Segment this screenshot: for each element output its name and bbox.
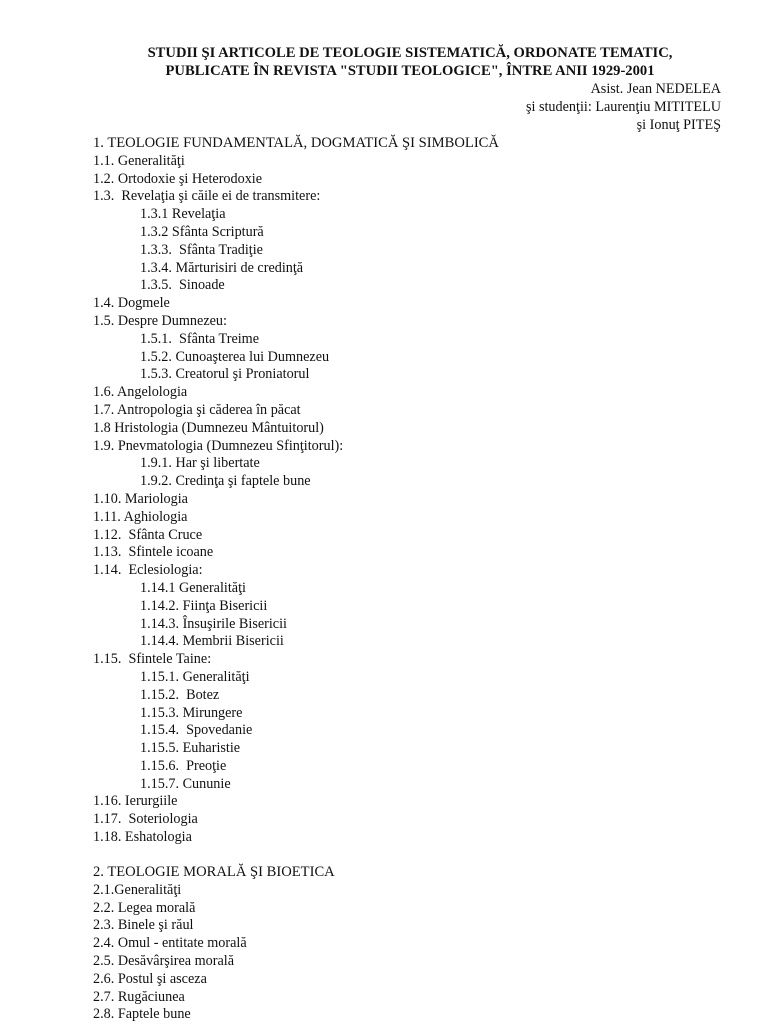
toc-item: 1.1. Generalităţi [93,152,185,169]
toc-subitem: 1.14.4. Membrii Bisericii [140,633,284,650]
author-line: şi Ionuţ PITEŞ [636,117,721,133]
toc-item: 1.15. Sfintele Taine: [93,651,212,668]
toc-item: 1.4. Dogmele [93,295,170,312]
toc-item: 2.5. Desăvârşirea morală [93,953,235,970]
toc-subitem: 1.14.2. Fiinţa Bisericii [140,597,268,614]
toc-subitem: 1.3.2 Sfânta Scriptură [140,223,264,240]
toc-item: 1.12. Sfânta Cruce [93,526,203,543]
document-title [100,44,720,80]
toc-item: 1.2. Ortodoxie şi Heterodoxie [93,170,263,187]
toc-subitem: 1.5.1. Sfânta Treime [140,330,260,347]
title-line-1: STUDII ŞI ARTICOLE DE TEOLOGIE SISTEMATICĂ, ORDONATE TEMATIC, [147,45,673,61]
toc-subitem: 1.14.1 Generalităţi [140,579,246,596]
toc-subitem: 1.15.2. Botez [140,686,220,703]
toc-subitem: 1.15.7. Cununie [140,775,231,792]
toc-item: 1.17. Soteriologia [93,811,198,828]
toc-subitem: 1.9.1. Har şi libertate [140,455,260,472]
toc-subitem: 1.15.3. Mirungere [140,704,243,721]
toc-item: 1.16. Ierurgiile [93,793,178,810]
toc-item: 2.7. Rugăciunea [93,988,185,1005]
toc-item: 1.5. Despre Dumnezeu: [93,312,227,329]
toc-item: 2.8. Faptele bune [93,1006,191,1023]
toc-item: 1.8 Hristologia (Dumnezeu Mântuitorul) [93,419,324,436]
toc-item: 1.10. Mariologia [93,490,188,507]
toc-subitem: 1.15.4. Spovedanie [140,722,253,739]
toc-item: 2.3. Binele şi răul [93,917,194,934]
toc-item: 1.13. Sfintele icoane [93,544,214,561]
toc-item: 1.3. Revelaţia şi căile ei de transmitere: [93,188,321,205]
toc-subitem: 1.3.1 Revelaţia [140,206,226,223]
authors-block [526,80,721,134]
toc-item: 2.6. Postul şi asceza [93,970,207,987]
toc-item: 1.14. Eclesiologia: [93,562,203,579]
toc-subitem: 1.3.4. Mărturisiri de credinţă [140,259,304,276]
toc-subitem: 1.15.1. Generalităţi [140,668,250,685]
toc-spacer [93,847,733,864]
toc-subitem: 1.15.6. Preoţie [140,757,227,774]
toc-subitem: 1.5.2. Cunoaşterea lui Dumnezeu [140,348,330,365]
toc-item: 2.2. Legea morală [93,899,196,916]
author-line: Asist. Jean NEDELEA [590,81,721,97]
toc-subitem: 1.3.3. Sfânta Tradiţie [140,241,263,258]
toc-item: 1.6. Angelologia [93,384,188,401]
toc-section-heading: 2. TEOLOGIE MORALĂ ŞI BIOETICA [93,864,335,881]
author-line: şi studenţii: Laurenţiu MITITELU [525,99,721,115]
toc-item: 1.9. Pnevmatologia (Dumnezeu Sfinţitorul): [93,437,344,454]
toc-item: 2.4. Omul - entitate morală [93,935,247,952]
toc-item: 1.18. Eshatologia [93,829,192,846]
toc-subitem: 1.14.3. Însuşirile Bisericii [140,615,287,632]
toc-subitem: 1.3.5. Sinoade [140,277,225,294]
toc-subitem: 1.15.5. Euharistie [140,740,241,757]
toc-item: 1.7. Antropologia şi căderea în păcat [93,401,301,418]
toc-subitem: 1.9.2. Credinţa şi faptele bune [140,473,311,490]
toc-subitem: 1.5.3. Creatorul şi Proniatorul [140,366,310,383]
title-line-2: PUBLICATE ÎN REVISTA "STUDII TEOLOGICE", ÎNTRE ANII 1929-2001 [165,63,655,79]
toc-section-heading: 1. TEOLOGIE FUNDAMENTALĂ, DOGMATICĂ ŞI SIMBOLICĂ [93,135,499,151]
toc-item: 2.1.Generalităţi [93,881,182,898]
toc-item: 1.11. Aghiologia [93,508,188,525]
table-of-contents [93,135,733,1024]
